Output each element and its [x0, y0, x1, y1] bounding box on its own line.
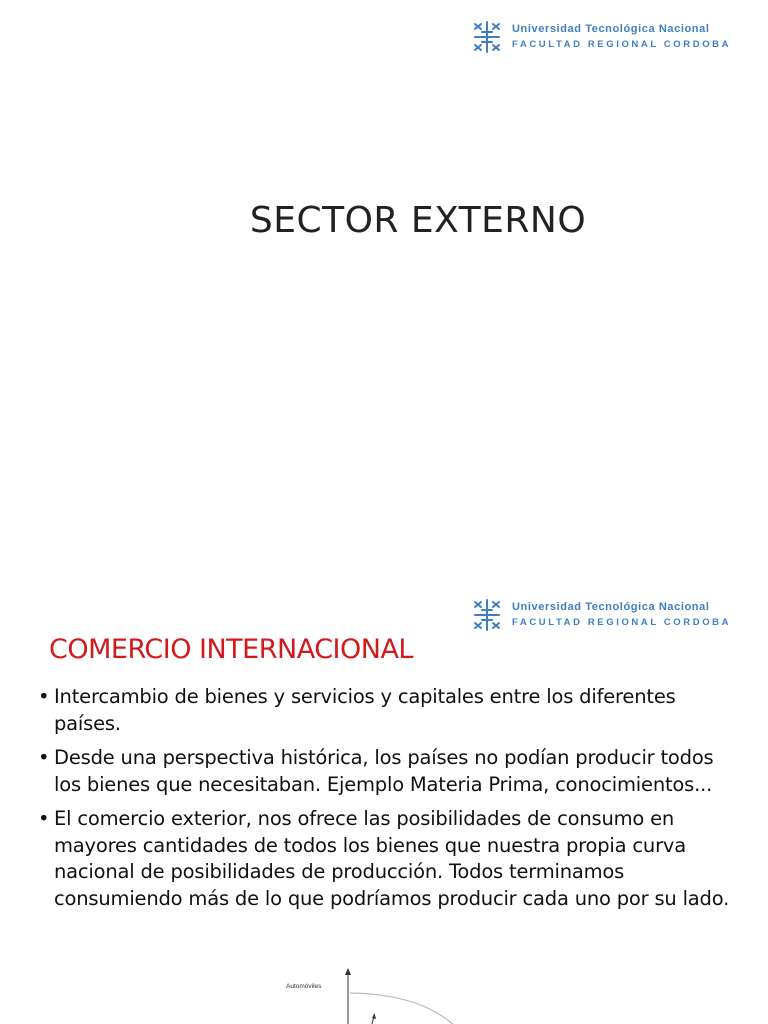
bullet-text: Desde una perspectiva histórica, los países no podían producir todos los bienes que necesitaban. Ejemplo Materia Prima, conocimientos...	[54, 746, 714, 796]
bullet-text: Intercambio de bienes y servicios y capitales entre los diferentes países.	[54, 685, 676, 735]
point-arrow-head-icon	[372, 1013, 376, 1019]
university-name: Universidad Tecnológica Nacional	[512, 601, 710, 613]
slide-comercio-internacional	[0, 576, 768, 1024]
bullet-dot-icon: •	[38, 685, 50, 708]
y-axis-arrow-icon	[345, 968, 351, 975]
slide-title-text: SECTOR EXTERNO	[249, 200, 587, 241]
bullet-item	[38, 745, 738, 798]
university-name: Universidad Tecnológica Nacional	[512, 23, 710, 35]
graph-axis-label: Automóviles	[286, 983, 322, 990]
bullet-dot-icon: •	[38, 746, 50, 769]
utn-logo-icon	[472, 598, 502, 632]
bullet-item	[38, 684, 738, 737]
bullet-text: El comercio exterior, nos ofrece las posibilidades de consumo en mayores cantidades de todos los bienes que nuestra propia curva nacional de posibilidades de producción. Todos terminamos consumiendo más de lo que podríamos producir cada uno por su lado.	[54, 807, 730, 910]
university-logo	[472, 20, 731, 54]
section-heading: COMERCIO INTERNACIONAL	[49, 634, 413, 665]
bullet-dot-icon: •	[38, 807, 50, 830]
ppf-curve	[350, 993, 455, 1024]
utn-logo-icon	[472, 20, 502, 54]
faculty-name: FACULTAD REGIONAL CORDOBA	[512, 617, 732, 628]
bullet-item	[38, 806, 738, 912]
university-logo	[472, 598, 731, 632]
faculty-name: FACULTAD REGIONAL CORDOBA	[512, 39, 732, 50]
bullet-list	[38, 684, 738, 920]
production-possibilities-graph	[270, 964, 470, 1024]
